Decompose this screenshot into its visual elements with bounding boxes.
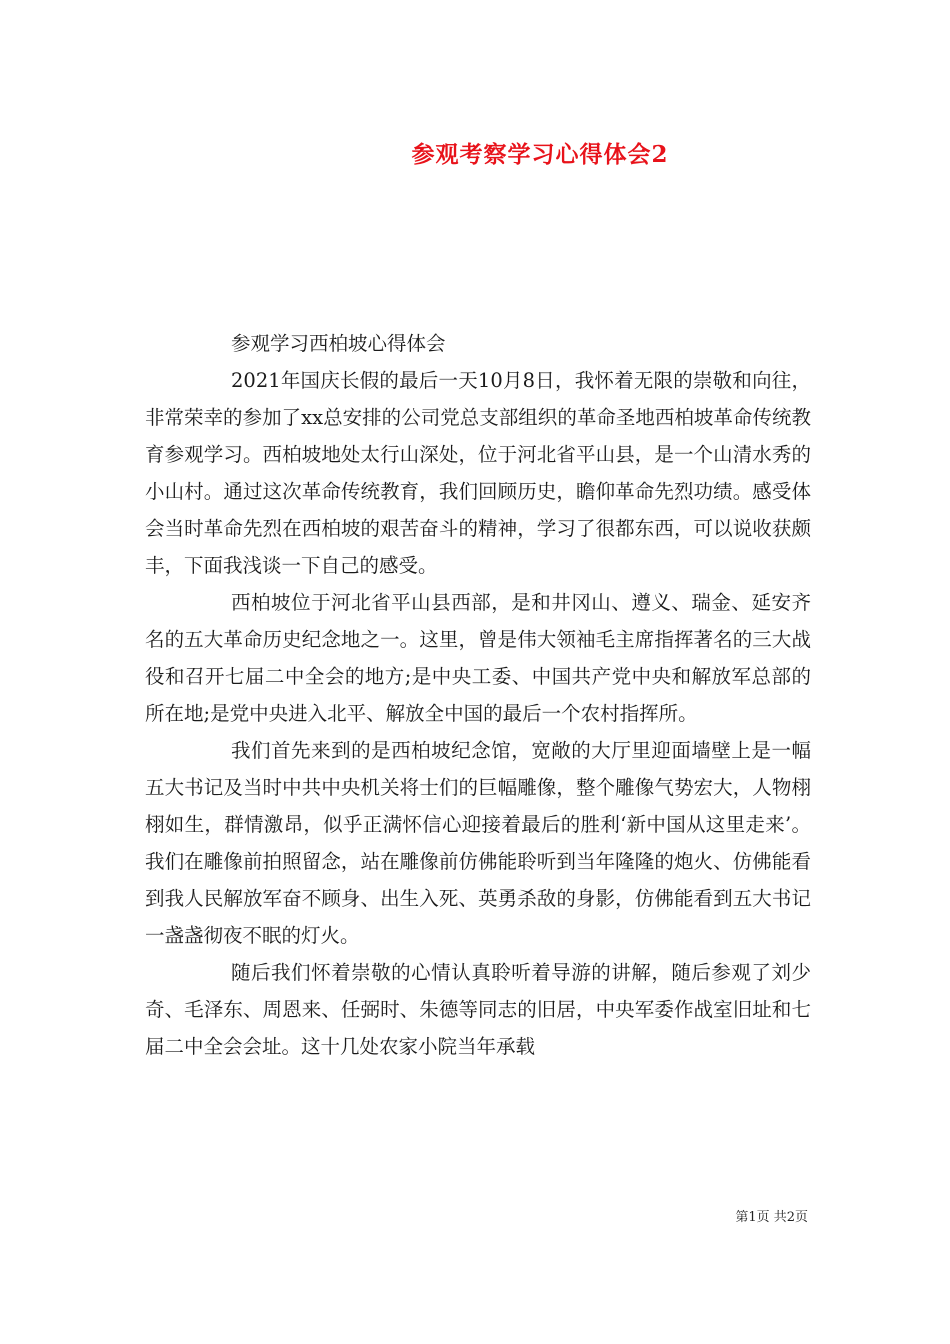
page-number: 第1页 共2页 <box>735 1210 808 1225</box>
paragraph-1: 2021年国庆长假的最后一天10月8日，我怀着无限的崇敬和向往，非常荣幸的参加了xx总安排的公司党总支部组织的革命圣地西柏坡革命传统教育参观学习。西柏坡地处太行山深处，位于河北省平山县，是一个山清水秀的小山村。通过这次革命传统教育，我们回顾历史，瞻仰革命先烈功绩。感受体会当时革命先烈在西柏坡的艰苦奋斗的精神，学习了很都东西，可以说收获颇丰，下面我浅谈一下自己的感受。 <box>145 369 811 577</box>
document-body <box>145 325 811 1065</box>
document-title: 参观考察学习心得体会2 <box>411 141 669 168</box>
paragraph-4: 随后我们怀着崇敬的心情认真聆听着导游的讲解，随后参观了刘少奇、毛泽东、周恩来、任弼时、朱德等同志的旧居，中央军委作战室旧址和七届二中全会会址。这十几处农家小院当年承载 <box>145 961 811 1058</box>
paragraph-3: 我们首先来到的是西柏坡纪念馆，宽敞的大厅里迎面墙壁上是一幅五大书记及当时中共中央机关将士们的巨幅雕像，整个雕像气势宏大，人物栩栩如生，群情激昂，似乎正满怀信心迎接着最后的胜利‘新中国从这里走来’。我们在雕像前拍照留念，站在雕像前仿佛能聆听到当年隆隆的炮火、仿佛能看到我人民解放军奋不顾身、出生入死、英勇杀敌的身影，仿佛能看到五大书记一盏盏彻夜不眠的灯火。 <box>145 739 811 947</box>
subheading: 参观学习西柏坡心得体会 <box>231 332 446 355</box>
paragraph-2: 西柏坡位于河北省平山县西部，是和井冈山、遵义、瑞金、延安齐名的五大革命历史纪念地之一。这里，曾是伟大领袖毛主席指挥著名的三大战役和召开七届二中全会的地方;是中央工委、中国共产党中央和解放军总部的所在地;是党中央进入北平、解放全中国的最后一个农村指挥所。 <box>145 591 811 725</box>
